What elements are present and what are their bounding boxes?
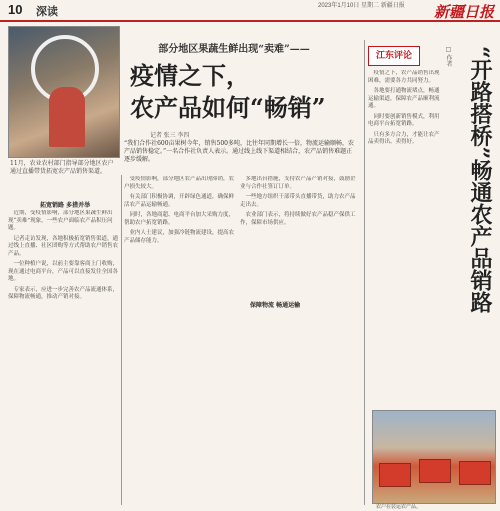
person-figure (49, 87, 85, 147)
commentary-text (368, 70, 440, 405)
article-column-1 (8, 210, 118, 500)
paragraph: 有关部门积极协调，开辟绿色通道，确保鲜活农产品运输畅通。 (124, 194, 234, 208)
headline (130, 60, 340, 124)
column-divider (121, 175, 122, 505)
byline: 记者 张三 李四 (150, 133, 190, 139)
lead-paragraph: “我们合作社600亩果树今年，销售500多吨，比往年同期增长一倍，物流运输顺畅，农产品销售稳定。”一名合作社负责人表示。通过线上线下渠道相结合，农产品销售难题正逐步缓解。 (124, 140, 354, 163)
paragraph: 同时，各地商超、电商平台加大采购力度，帮助农户拓宽销路。 (124, 212, 234, 226)
paragraph: 同时要创新销售模式，利用电商平台拓宽销路。 (368, 113, 440, 127)
paragraph: 专家表示，应进一步完善农产品流通体系，保障物流畅通，推动产销对接。 (8, 286, 118, 300)
commentary-author: □ 作者 (445, 46, 452, 67)
paragraph: 近期，受疫情影响，部分地区果蔬生鲜出现“卖难”现象，一些农户面临农产品积压问题。 (8, 210, 113, 231)
photo-caption: 11月，农业农村部门指导部分地区农户通过直播带货拓宽农产品销售渠道。 (10, 160, 114, 175)
issue-date: 2023年1月10日 星期二 新疆日报 (318, 3, 405, 9)
paragraph: 各地要打通物流堵点，畅通运输渠道，保障农产品顺利流通。 (368, 88, 440, 109)
photo2-caption: 农户在装运农产品。 (376, 504, 422, 510)
paragraph: 农业部门表示，将持续做好农产品稳产保供工作，保障市场供应。 (240, 212, 356, 226)
commentary-title: “开路搭桥”畅通农产品销路 (467, 46, 493, 314)
column-tag: 江东评论 (368, 46, 420, 66)
paragraph: 疫情之下，农产品销售出现困难，需要各方共同努力。 (368, 70, 440, 84)
newspaper-logo: 新疆日报 (433, 3, 494, 21)
subhead-1: 拓宽销路 多措并举 (40, 202, 91, 209)
paragraph: 多地出台措施，支持农产品产销对接，鼓励企业与合作社签订订单。 (240, 176, 356, 190)
truck-icon (379, 463, 411, 487)
article-column-2 (124, 176, 234, 501)
paragraph: 业内人士建议，加强冷链物流建设，提高农产品储存能力。 (124, 230, 234, 244)
paragraph: 一些地方组织干部带头直播带货，助力农产品走出去。 (240, 194, 356, 208)
article-column-3 (240, 176, 360, 501)
truck-icon (459, 461, 491, 485)
livestream-photo (8, 26, 120, 158)
headline-line2: 农产品如何“畅销” (130, 93, 326, 122)
paragraph: 记者走访发现，各地积极拓宽销售渠道，通过线上直播、社区团购等方式帮助农户销售农产品。 (8, 235, 118, 257)
paragraph: 受疫情影响，部分地区农产品出现滞销，农户损失较大。 (124, 176, 234, 190)
page-number: 10 (8, 2, 23, 17)
trucks-photo (372, 410, 496, 504)
column-divider (364, 40, 365, 505)
subhead-2: 保障物流 畅通运输 (250, 302, 301, 309)
headline-line1: 疫情之下， (130, 61, 250, 90)
page-header (0, 0, 500, 22)
section-title: 深读 (36, 5, 58, 18)
truck-icon (419, 459, 451, 483)
paragraph: 一位种植户说，以前主要靠客商上门收购，现在通过电商平台，产品可以直接发往全国各地。 (8, 261, 118, 282)
kicker: 部分地区果蔬生鲜出现“卖难”—— (158, 44, 310, 55)
paragraph: 只有多方合力，才能让农产品卖得出、卖得好。 (368, 131, 440, 145)
